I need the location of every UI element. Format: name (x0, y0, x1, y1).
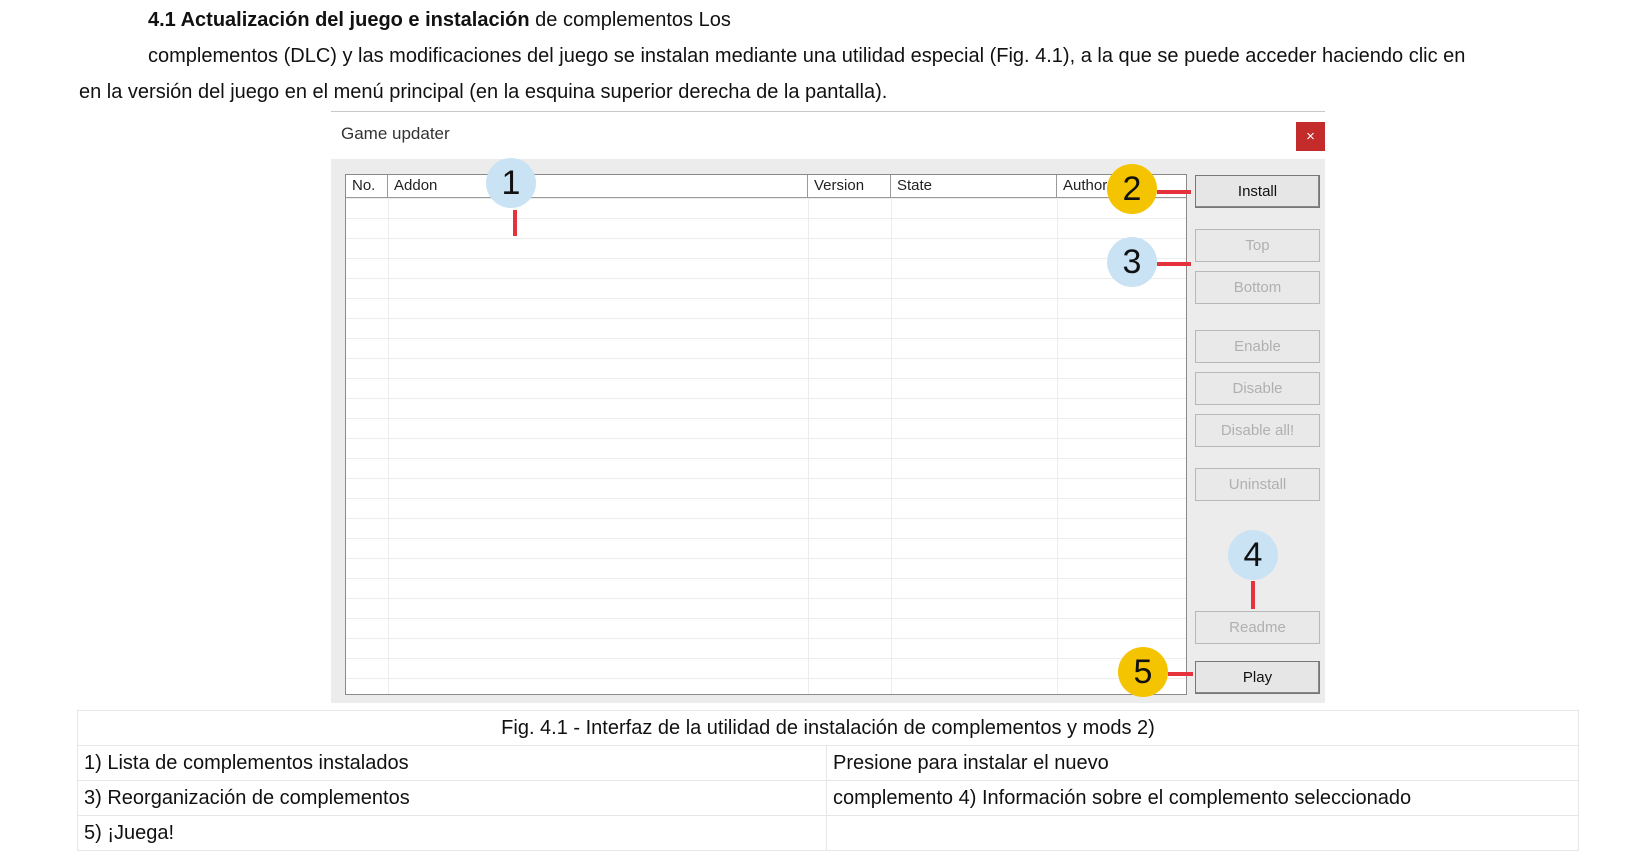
column-divider (388, 198, 389, 694)
caption-title: Fig. 4.1 - Interfaz de la utilidad de instalación de complementos y mods 2) (77, 710, 1579, 746)
column-header-no[interactable]: No. (346, 175, 388, 197)
column-header-version[interactable]: Version (808, 175, 891, 197)
caption-item-4: complemento 4) Información sobre el complemento seleccionado (826, 780, 1579, 816)
column-header-addon[interactable]: Addon (388, 175, 808, 197)
callout-3-pointer (1157, 262, 1191, 266)
callout-4-pointer (1251, 581, 1255, 609)
top-button[interactable]: Top (1195, 229, 1320, 262)
close-icon: × (1306, 128, 1315, 145)
heading-rest: de complementos Los (529, 9, 731, 31)
callout-1: 1 (486, 158, 536, 208)
addon-list[interactable] (345, 174, 1187, 695)
caption-item-5: 5) ¡Juega! (77, 815, 827, 851)
caption-item-3: 3) Reorganización de complementos (77, 780, 827, 816)
callout-5-pointer (1168, 672, 1193, 676)
close-button[interactable] (1296, 122, 1325, 151)
paragraph-line-1: complementos (DLC) y las modificaciones del juego se instalan mediante una utilidad especial (Fig. 4.1), a la que se puede acceder haciendo clic en (148, 45, 1466, 67)
column-header-author[interactable]: Author (1063, 177, 1108, 194)
uninstall-button[interactable]: Uninstall (1195, 468, 1320, 501)
figure-caption-table (77, 710, 1579, 852)
callout-1-pointer (513, 210, 517, 236)
callout-5: 5 (1118, 647, 1168, 697)
heading-bold: 4.1 Actualización del juego e instalación (148, 9, 530, 31)
callout-4: 4 (1228, 530, 1278, 580)
column-divider (1057, 198, 1058, 694)
caption-empty-cell (826, 815, 1579, 851)
disable-button[interactable]: Disable (1195, 372, 1320, 405)
addon-list-header (346, 175, 1186, 198)
column-header-state[interactable]: State (891, 175, 1057, 197)
readme-button[interactable]: Readme (1195, 611, 1320, 644)
bottom-button[interactable]: Bottom (1195, 271, 1320, 304)
callout-2: 2 (1107, 164, 1157, 214)
caption-item-2: Presione para instalar el nuevo (826, 745, 1579, 781)
paragraph-line-2: en la versión del juego en el menú principal (en la esquina superior derecha de la pantalla). (79, 81, 888, 103)
disable-all-button[interactable]: Disable all! (1195, 414, 1320, 447)
callout-3: 3 (1107, 237, 1157, 287)
caption-item-1: 1) Lista de complementos instalados (77, 745, 827, 781)
section-heading (148, 8, 731, 32)
column-divider (891, 198, 892, 694)
game-updater-window (331, 111, 1325, 703)
window-title: Game updater (341, 124, 450, 143)
play-button[interactable]: Play (1195, 661, 1320, 694)
callout-2-pointer (1157, 190, 1191, 194)
install-button[interactable]: Install (1195, 175, 1320, 208)
window-client-area (331, 159, 1325, 703)
column-divider (808, 198, 809, 694)
enable-button[interactable]: Enable (1195, 330, 1320, 363)
